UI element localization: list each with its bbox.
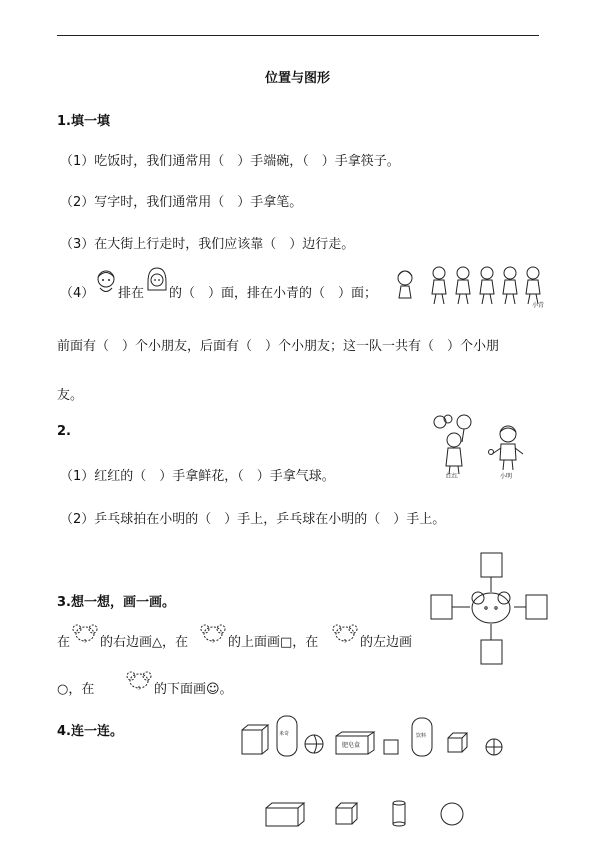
s1-question-3: （3）在大街上行走时，我们应该靠（ ）边行走。 — [60, 237, 355, 252]
section-1-heading: 1.填一填 — [57, 114, 110, 129]
s1-question-4-mid1: 排在 — [118, 286, 145, 301]
shapes-row — [260, 798, 470, 830]
s3-text-5: ○，在 — [57, 682, 95, 697]
s1-question-4-line2: 前面有（ ）个小朋友，后面有（ ）个小朋友；这一队一共有（ ）个小朋 — [57, 339, 500, 354]
page-title: 位置与图形 — [264, 71, 330, 86]
elephant-icon-d — [126, 669, 152, 691]
s1-question-4-line3: 友。 — [57, 388, 84, 403]
s1-question-2: （2）写字时，我们通常用（ ）手拿笔。 — [60, 195, 303, 210]
s3-text-3: 的上面画□，在 — [228, 635, 319, 650]
s3-text-1: 在 — [57, 635, 71, 650]
s3-text-4: 的左边画 — [360, 635, 413, 650]
elephant-icon-b — [200, 622, 226, 644]
honghong-illustration — [432, 414, 476, 478]
elephant-icon-a — [72, 622, 98, 644]
xiaoming-illustration — [488, 424, 528, 476]
s2-question-2: （2）乒乓球拍在小明的（ ）手上，乒乓球在小明的（ ）手上。 — [60, 512, 446, 527]
section-2-heading: 2. — [57, 424, 71, 439]
child-face-icon-a — [94, 268, 118, 296]
top-rule — [57, 35, 539, 36]
children-queue-illustration — [393, 264, 545, 314]
label-drink: 饮料 — [416, 733, 427, 739]
s2-question-1: （1）红红的（ ）手拿鲜花，（ ）手拿气球。 — [60, 469, 335, 484]
s1-question-4-prefix: （4） — [60, 286, 95, 301]
position-diagram — [428, 552, 550, 666]
child-girl-icon — [145, 266, 169, 296]
elephant-icon-c — [332, 622, 358, 644]
label-mickey: 米奇 — [279, 731, 290, 737]
label-soap-box: 肥皂盒 — [342, 742, 361, 749]
label-xiaoqing: 小青 — [532, 302, 545, 309]
label-xiaoming: 小明 — [500, 473, 513, 480]
objects-row-illustration — [240, 712, 510, 764]
section-3-heading: 3.想一想，画一画。 — [57, 595, 175, 610]
section-4-heading: 4.连一连。 — [57, 724, 123, 739]
s3-text-6: 的下面画☺。 — [154, 682, 233, 697]
label-honghong: 红红 — [446, 473, 459, 480]
s1-question-4-mid2: 的（ ）面，排在小青的（ ）面； — [169, 286, 378, 301]
s3-text-2: 的右边画△，在 — [100, 635, 188, 650]
s1-question-1: （1）吃饭时，我们通常用（ ）手端碗，（ ）手拿筷子。 — [60, 154, 400, 169]
